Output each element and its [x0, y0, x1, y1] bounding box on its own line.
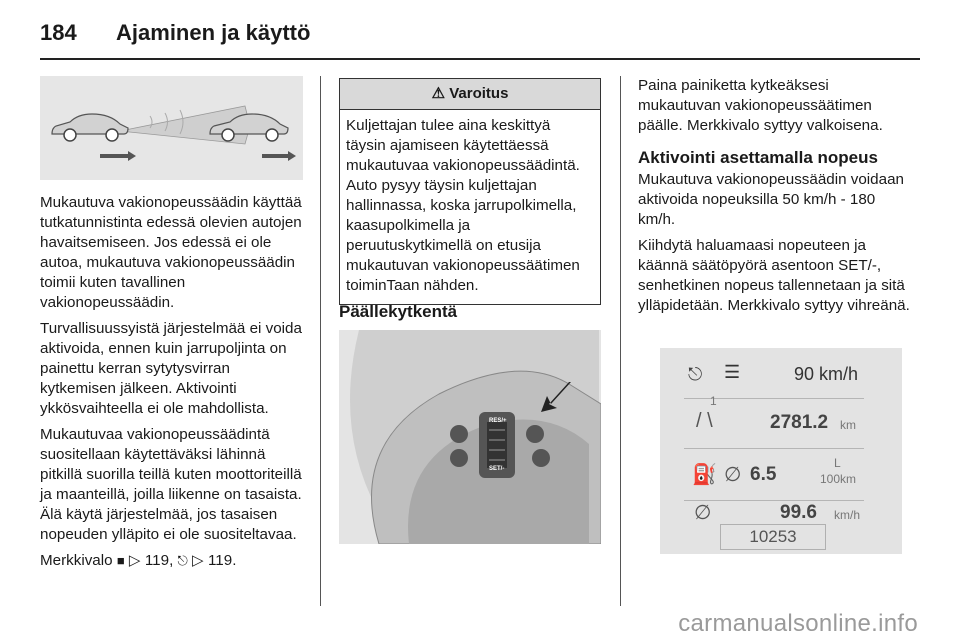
car-icon: ■	[116, 553, 125, 568]
subheading-activation: Päällekytkentä	[339, 302, 458, 321]
paragraph-set: Kiihdytä haluamaasi nopeuteen ja käännä säätöpyörä asentoon SET/-, senhetkinen nopeus tallennetaan ja sitä ylläpidetään. Merkkivalo syttyy vihreänä.	[638, 237, 910, 314]
gap-bars-icon: ☰	[724, 362, 741, 382]
page-number: 184	[40, 20, 77, 45]
page-header	[40, 20, 310, 46]
trip-distance: 2781.2	[770, 412, 829, 433]
gear-indicator: 1	[710, 394, 717, 408]
radar-cars-icon	[40, 76, 303, 180]
crossref-page-1[interactable]: 119	[144, 552, 170, 569]
cruise-icon: ⎋	[177, 553, 188, 568]
warning-title: Varoitus	[449, 85, 509, 102]
trip-distance-unit: km	[840, 418, 856, 432]
warning-text: Kuljettajan tulee aina keskittyä täysin ajamiseen käytettäessä mukautuvaa vakionopeussäädintä. Auto pysyy täysin kuljettajan hallinnassa, koska jarrupolkimella, kaasupolkimella ja peruutuskytkimellä on etusija mukautuvan vakionopeussäätimen toiminTaan nähden.	[346, 117, 580, 294]
left-column	[40, 193, 308, 577]
arrow-icon: ▷	[192, 552, 204, 569]
instrument-display	[660, 348, 902, 554]
res-plus-label: RES/+	[489, 418, 507, 424]
right-column	[638, 76, 910, 322]
odometer-box	[720, 524, 826, 550]
warning-box	[339, 78, 601, 305]
consumption-row	[684, 452, 864, 501]
warning-triangle-icon: ⚠	[431, 85, 446, 102]
column-divider-right	[620, 76, 621, 606]
paragraph-intro: Mukautuva vakionopeussäädin käyttää tutkatunnistinta edessä olevien autojen havaitsemiseen. Jos edessä ei ole autoa, mukautuva vakionopeussäädin toimii kuten tavallinen vakionopeussäädin.	[40, 194, 302, 311]
average-speed-unit: km/h	[834, 508, 861, 522]
odometer-value: 10253	[749, 527, 797, 546]
header-rule	[40, 58, 920, 60]
page-title: Ajaminen ja käyttö	[116, 20, 311, 45]
paragraph-recommendation: Mukautuvaa vakionopeussäädintä suositellaan käytettäväksi lähinnä pitkillä suorilla teillä kuten moottoriteillä ja maanteillä, joilla liikenne on tasaista. Älä käytä järjestelmää, jos tasaisen nopeuden ylläpito ei ole suositeltavaa.	[40, 426, 302, 543]
average-speed: 99.6	[780, 502, 817, 523]
steering-wheel-illustration	[339, 330, 601, 544]
avg-speed-row	[684, 500, 864, 526]
consumption-unit-bottom: 100km	[820, 472, 857, 486]
radar-illustration	[40, 76, 303, 180]
paragraph-safety: Turvallisuussyistä järjestelmää ei voida aktivoida, ennen kuin jarrupoljinta on painettu kerran sytytysvirran kytkemisen jälkeen. Aktivointi ykkösvaihteella ei ole mahdollista.	[40, 320, 302, 417]
subheading-set-speed: Aktivointi asettamalla nopeus	[638, 148, 878, 167]
watermark: carmanualsonline.info	[678, 610, 918, 637]
column-divider-left	[320, 76, 321, 606]
crossref-line: Merkkivalo ■ ▷ 119, ⎋ ▷ 119.	[40, 552, 237, 569]
consumption-unit-top: L	[834, 456, 841, 470]
steering-wheel-icon	[339, 330, 601, 544]
trip-row	[684, 394, 864, 449]
paragraph-button: Paina painiketta kytkeäksesi mukautuvan vakionopeussäätimen päälle. Merkkivalo syttyy valkoisena.	[638, 77, 883, 134]
acc-car-icon: ⎋	[688, 364, 703, 384]
road-icon: / \	[696, 410, 713, 432]
speed-row	[684, 350, 864, 399]
set-speed: 90 km/h	[794, 364, 859, 384]
warning-header	[340, 79, 600, 110]
crossref-page-2[interactable]: 119	[207, 552, 233, 569]
average-icon: ∅	[694, 502, 712, 524]
arrow-icon: ▷	[128, 552, 141, 569]
fuel-pump-icon: ⛽	[692, 464, 717, 486]
average-icon: ∅	[724, 464, 742, 486]
fuel-consumption: 6.5	[750, 464, 777, 485]
set-minus-label: SET/-	[489, 466, 505, 472]
paragraph-speed-range: Mukautuva vakionopeussäädin voidaan aktivoida nopeuksilla 50 km/h - 180 km/h.	[638, 171, 904, 228]
